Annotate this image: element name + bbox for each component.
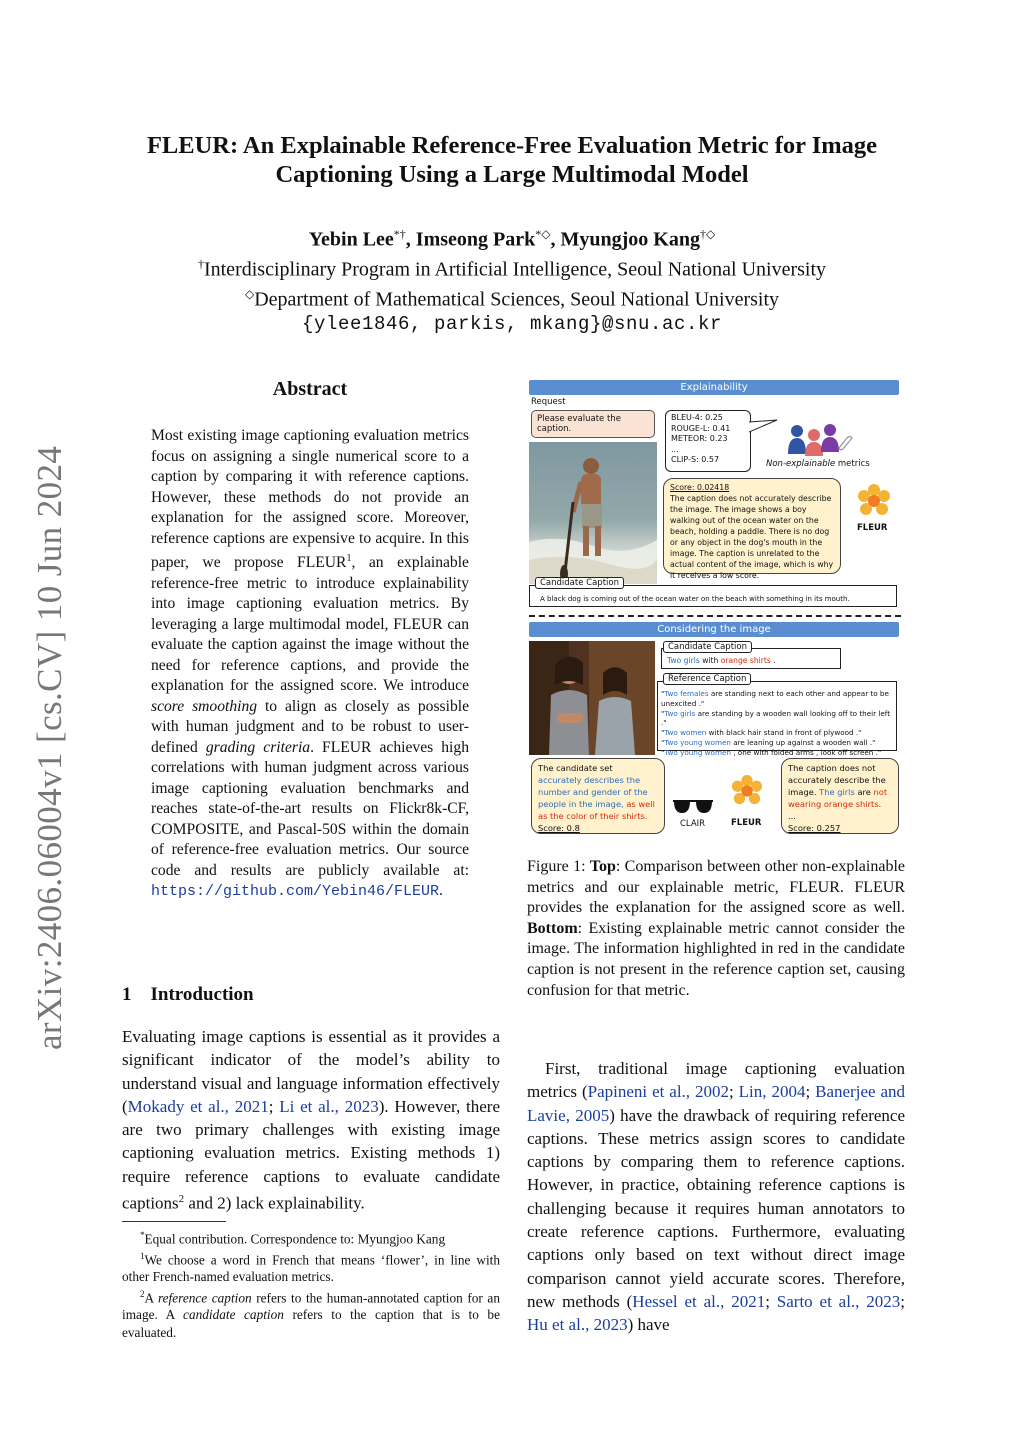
metrics-bubble: BLEU-4: 0.25 ROUGE-L: 0.41 METEOR: 0.23 ... CLIP-S: 0.57 — [665, 410, 751, 472]
metrics-bubble-tail — [749, 418, 779, 438]
boy-beach-photo — [529, 442, 657, 584]
request-bubble: Please evaluate the caption. — [531, 410, 655, 438]
reference-caption-label: Reference Caption — [663, 673, 751, 685]
considering-image-band: Considering the image — [529, 622, 899, 637]
clair-bubble: The candidate set accurately describes the number and gender of the people in the image, as well as the color of their shirts. Score: 0.8 — [531, 758, 665, 834]
fleur-label: FLEUR — [857, 523, 888, 533]
citation-link[interactable]: Mokady et al., 2021 — [127, 1096, 269, 1116]
people-icon — [787, 422, 853, 456]
explainability-band: Explainability — [529, 380, 899, 395]
request-label: Request — [531, 397, 566, 407]
citation-link[interactable]: Papineni et al., 2002 — [587, 1082, 729, 1102]
clair-label: CLAIR — [680, 819, 706, 829]
flower-icon — [857, 484, 891, 518]
figure-caption: Figure 1: Top: Comparison between other non-explainable metrics and our explainable metric, FLEUR. FLEUR provides the explanation for the assigned score as well. Bottom: Existing explainable metric cannot consider the image. The information highlighted in red in the candidate caption is not present in the reference caption set, causing confusion for that metric. — [527, 858, 906, 999]
abstract-heading: Abstract — [272, 378, 348, 400]
figure-1 — [527, 380, 903, 840]
reference-caption-box: "Two females are standing next to each other and appear to be unexcited ." "Two girls are standing by a wooden wall looking off to their left ." "Two women with black hair stand in front of plywood ." "Two young women are leaning up against a wooden wall ." "Two young women , one with folded arms , look off screen ." — [657, 681, 897, 751]
github-link[interactable]: https://github.com/Yebin46/FLEUR — [151, 883, 440, 901]
section-heading-introduction: 1 Introduction — [122, 984, 254, 1005]
candidate-caption-box-2: Two girls with orange shirts . — [661, 648, 841, 669]
sunglasses-icon — [671, 798, 715, 816]
candidate-caption-label: Candidate Caption — [535, 577, 624, 589]
intro-paragraph: Evaluating image captions is essential as it provides a significant indicator of the model’s ability to understand visual and language information effectively (Mokady et al., 2021; Li et al., 2023). However, there are two primary challenges with existing image captioning evaluation metrics. Existing methods 1) require reference captions to evaluate candidate captions$^2$ and 2) lack explainability. — [122, 1027, 500, 1213]
citation-link[interactable]: Hessel et al., 2021 — [632, 1291, 766, 1311]
author-email: {ylee1846, parkis, mkang}@snu.ac.kr — [301, 313, 723, 336]
fleur-explanation-bubble: Score: 0.02418 The caption does not accurately describe the image. The image shows a boy walking out of the ocean water on the beach, holding a paddle. There is no dog or any object in the dog's mouth in the image. The caption is unrelated to the actual content of the image, which is why it receives a low score. — [663, 478, 841, 574]
paper-title: FLEUR: An Explainable Reference-Free Evaluation Metric for Image Captioning Using a Large Multimodal Model — [146, 132, 878, 188]
body-paragraph-right: First, traditional image captioning evaluation metrics (Papineni et al., 2002; Lin, 2004; Banerjee and Lavie, 2005) have the drawback of requiring reference captions. These metrics assign scores to candidate captions by comparing them to reference captions. However, in practice, obtaining reference captions is challenging because it requires human annotators to create reference captions. Furthermore, evaluating captions only based on text without direct image comparison cannot yield accurate scores. Therefore, new methods (Hessel et al., 2021; Sarto et al., 2023; Hu et al., 2023) have — [527, 1059, 906, 1335]
fleur-bubble-2: The caption does not accurately describe the image. The girls are not wearing orange shirts. ... Score: 0.257 — [781, 758, 899, 834]
citation-link[interactable]: Lin, 2004 — [738, 1082, 806, 1102]
author-block: Yebin Lee*†, Imseong Park*◇, Myungjoo Kang†◇ †Interdisciplinary Program in Artificial Intelligence, Seoul National University ◇Department of Mathematical Sciences, Seoul National University {ylee1846, parkis, mkang}@snu.ac.kr — [100, 222, 924, 337]
citation-link[interactable]: Sarto et al., 2023 — [776, 1291, 901, 1311]
girls-photo — [529, 641, 655, 755]
arxiv-identifier: arXiv:2406.06004v1 [cs.CV] 10 Jun 2024 — [30, 445, 69, 1050]
citation-link[interactable]: Hu et al., 2023 — [527, 1315, 628, 1335]
citation-link[interactable]: Li et al., 2023 — [279, 1096, 379, 1116]
abstract-text: Most existing image captioning evaluation metrics focus on assigning a single numerical score to a caption by comparing it with reference captions. However, these methods do not provide an explanation for the assigned score. Moreover, reference captions are expensive to acquire. In this paper, we propose FLEUR$^1$, an explainable reference-free metric to introduce explainability into image captioning evaluation metrics. By leveraging a large multimodal model, FLEUR can evaluate the caption against the image without the need for reference captions, and provide the explanation for the assigned score. We introduce score smoothing to align as closely as possible with human judgment and to be robust to user-defined grading criteria. FLEUR achieves high correlations with human judgment across various image captioning evaluation benchmarks and reaches state-of-the-art results on Flickr8k-CF, COMPOSITE, and Pascal-50S within the domain of reference-free evaluation metrics. Our source code and results are publicly available at: https://github.com/Yebin46/FLEUR. — [151, 427, 470, 901]
candidate-caption-box: A black dog is coming out of the ocean water on the beach with something in its mouth. — [529, 585, 897, 607]
footnote-rule — [122, 1221, 226, 1222]
citation-link[interactable]: Banerjee and Lavie, 2005 — [527, 1082, 906, 1125]
non-explainable-label: Non-explainable metrics — [766, 459, 870, 469]
flower-icon-2 — [731, 775, 763, 807]
candidate-caption-label-2: Candidate Caption — [663, 641, 752, 653]
footnotes: *Equal contribution. Correspondence to: Myungjoo Kang $^1$We choose a word in French that means ‘flower’, in line with other French-named evaluation metrics. $^2$A reference caption refers to the human-annotated caption for an image. A candidate caption refers to the caption that is to be evaluated. — [122, 1230, 500, 1340]
panel-separator — [529, 615, 901, 617]
fleur-label-2: FLEUR — [731, 818, 762, 828]
